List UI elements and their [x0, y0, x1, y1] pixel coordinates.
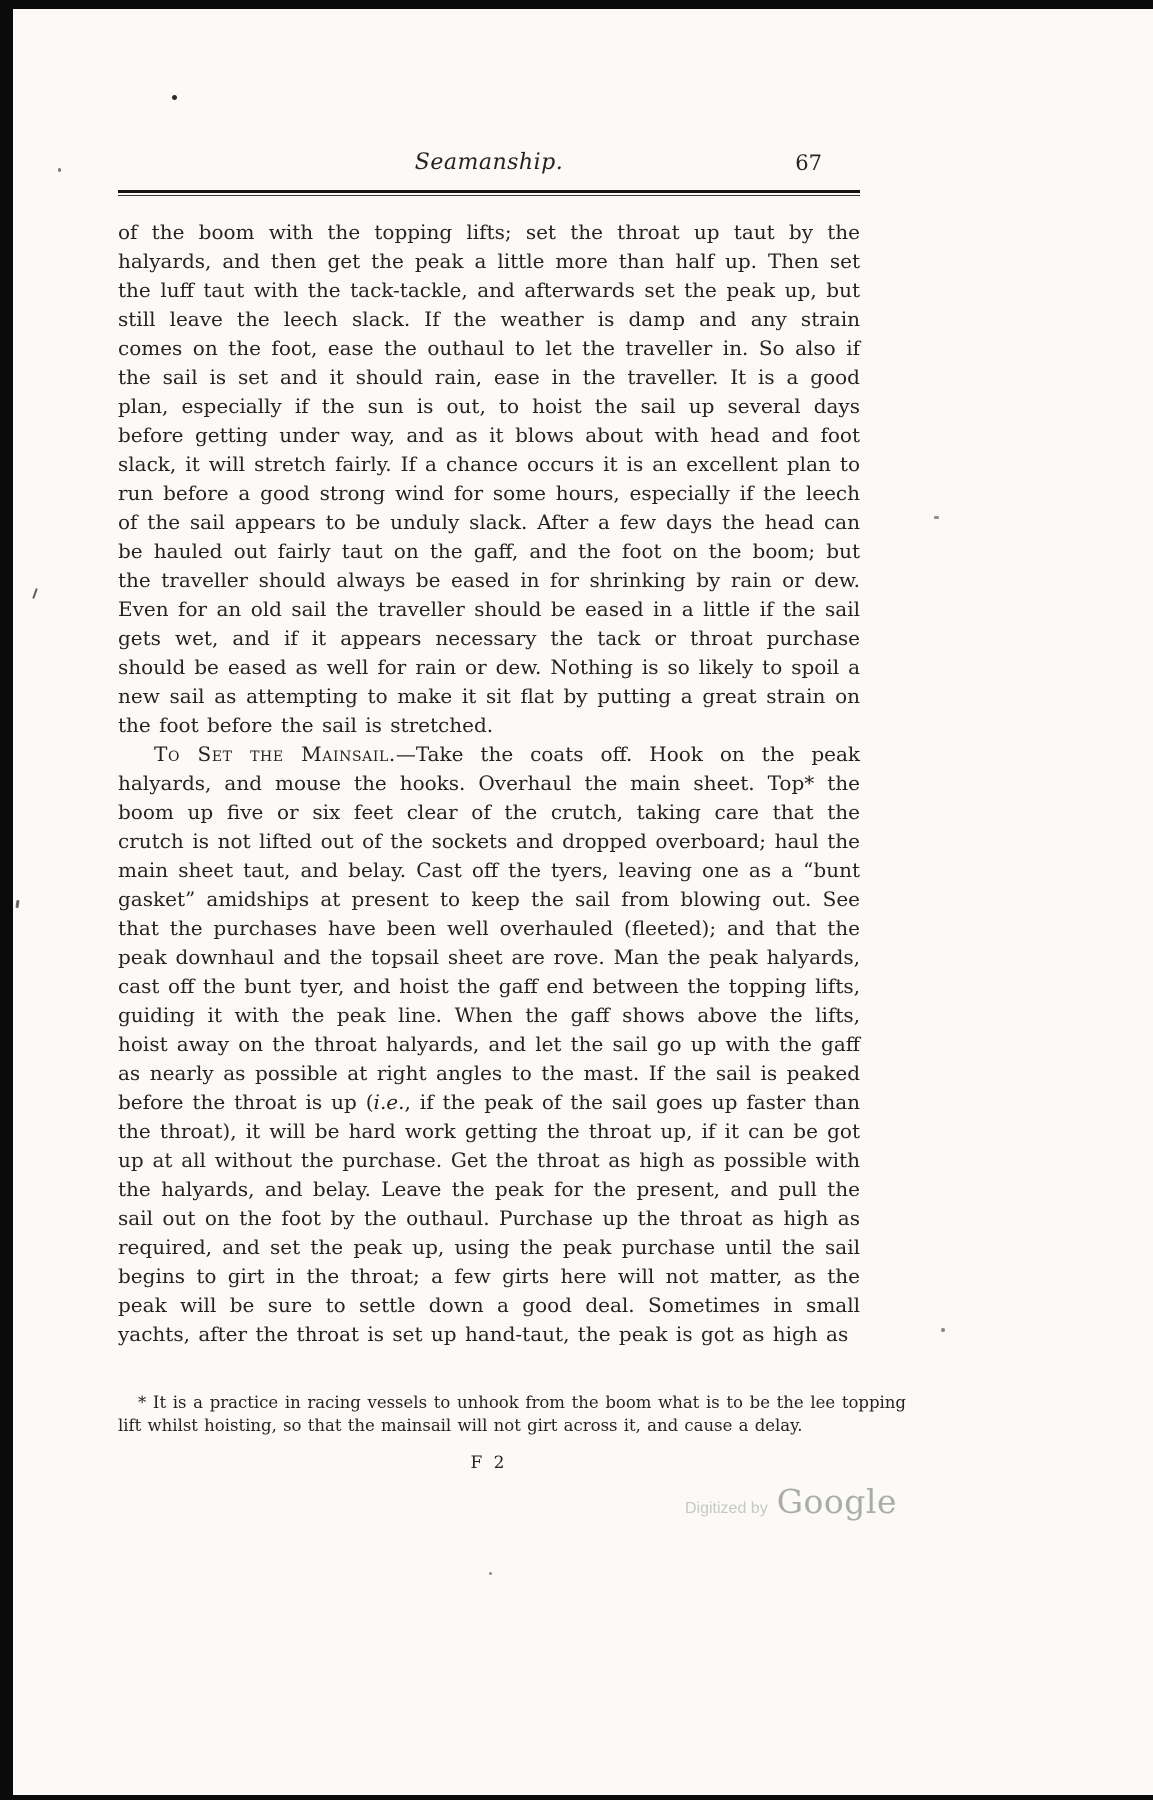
- scan-edge-bottom: [0, 1795, 1153, 1800]
- paragraph-continuation: of the boom with the topping lifts; set the throat up taut by the halyards, and then get the peak a little more than half up. Then set the luff taut with the tack-tackle, and afterwards set the peak up, but still leave the leech slack. If the weather is damp and any strain comes on the foot, ease the outhaul to let the traveller in. So also if the sail is set and it should rain, ease in the traveller. It is a good plan, especially if the sun is out, to hoist the sail up several days before getting under way, and as it blows about with head and foot slack, it will stretch fairly. If a chance occurs it is an excellent plan to run before a good strong wind for some hours, especially if the leech of the sail appears to be unduly slack. After a few days the head can be hauled out fairly taut on the gaff, and the foot on the boom; but the traveller should always be eased in for shrinking by rain or dew. Even for an old sail the traveller should be eased in a little if the sail gets wet, and if it appears necessary the tack or throat purchase should be eased as well for rain or dew. Nothing is so likely to spoil a new sail as attempting to make it sit flat by putting a great strain on the foot before the sail is stretched.: [118, 220, 860, 737]
- ink-speck: [58, 168, 61, 172]
- running-head: [118, 150, 860, 184]
- header-rule: [118, 190, 860, 196]
- signature-mark: F 2: [470, 1453, 508, 1473]
- ink-speck: [489, 1572, 492, 1575]
- paragraph-text: —Take the coats off. Hook on the peak halyards, and mouse the hooks. Overhaul the main sheet. Top* the boom up five or six feet clear of the crutch, taking care that the crutch is not lifted out of the sockets and dropped overboard; haul the main sheet taut, and belay. Cast off the tyers, leaving one as a “bunt gasket” amidships at present to keep the sail from blowing out. See that the purchases have been well overhauled (fleeted); and that the peak downhaul and the topsail sheet are rove. Man the peak halyards, cast off the bunt tyer, and hoist the gaff end between the topping lifts, guiding it with the peak line. When the gaff shows above the lifts, hoist away on the throat halyards, and let the sail go up with the gaff as nearly as possible at right angles to the mast. If the sail is peaked before the throat is up (: [118, 742, 860, 1114]
- paragraph-set-the-mainsail: [118, 740, 860, 1349]
- google-logo: Google: [776, 1482, 897, 1521]
- ink-speck: [15, 900, 19, 908]
- header-rule-thin: [118, 195, 860, 196]
- latin-abbreviation: i.e.: [373, 1090, 405, 1114]
- body-text: [118, 218, 860, 1349]
- ink-speck: [172, 95, 177, 100]
- scan-edge-top: [0, 0, 1153, 9]
- ink-speck: [934, 516, 939, 519]
- page-content: [118, 150, 906, 1473]
- header-rule-thick: [118, 190, 860, 193]
- paragraph-text: , if the peak of the sail goes up faster than the throat), it will be hard work getting the throat up, if it can be got up at all without the purchase. Get the throat as high as possible with the halyards, and belay. Leave the peak for the present, and pull the sail out on the foot by the outhaul. Purchase up the throat as high as required, and set the peak up, using the peak purchase until the sail begins to girt in the throat; a few girts here will not matter, as the peak will be sure to settle down a good deal. Sometimes in small yachts, after the throat is set up hand-taut, the peak is got as high as: [118, 1090, 860, 1346]
- ink-speck: [941, 1328, 945, 1332]
- page-title: Seamanship.: [414, 150, 564, 175]
- watermark-prefix: Digitized by: [684, 1500, 768, 1517]
- section-heading: To Set the Mainsail.: [154, 742, 396, 766]
- page-number: 67: [795, 151, 822, 175]
- watermark: [685, 1482, 897, 1521]
- ink-speck: [32, 588, 38, 599]
- footnote: * It is a practice in racing vessels to unhook from the boom what is to be the lee topping lift whilst hoisting, so that the mainsail will not girt across it, and cause a delay.: [118, 1393, 906, 1435]
- scan-edge-left: [0, 0, 13, 1800]
